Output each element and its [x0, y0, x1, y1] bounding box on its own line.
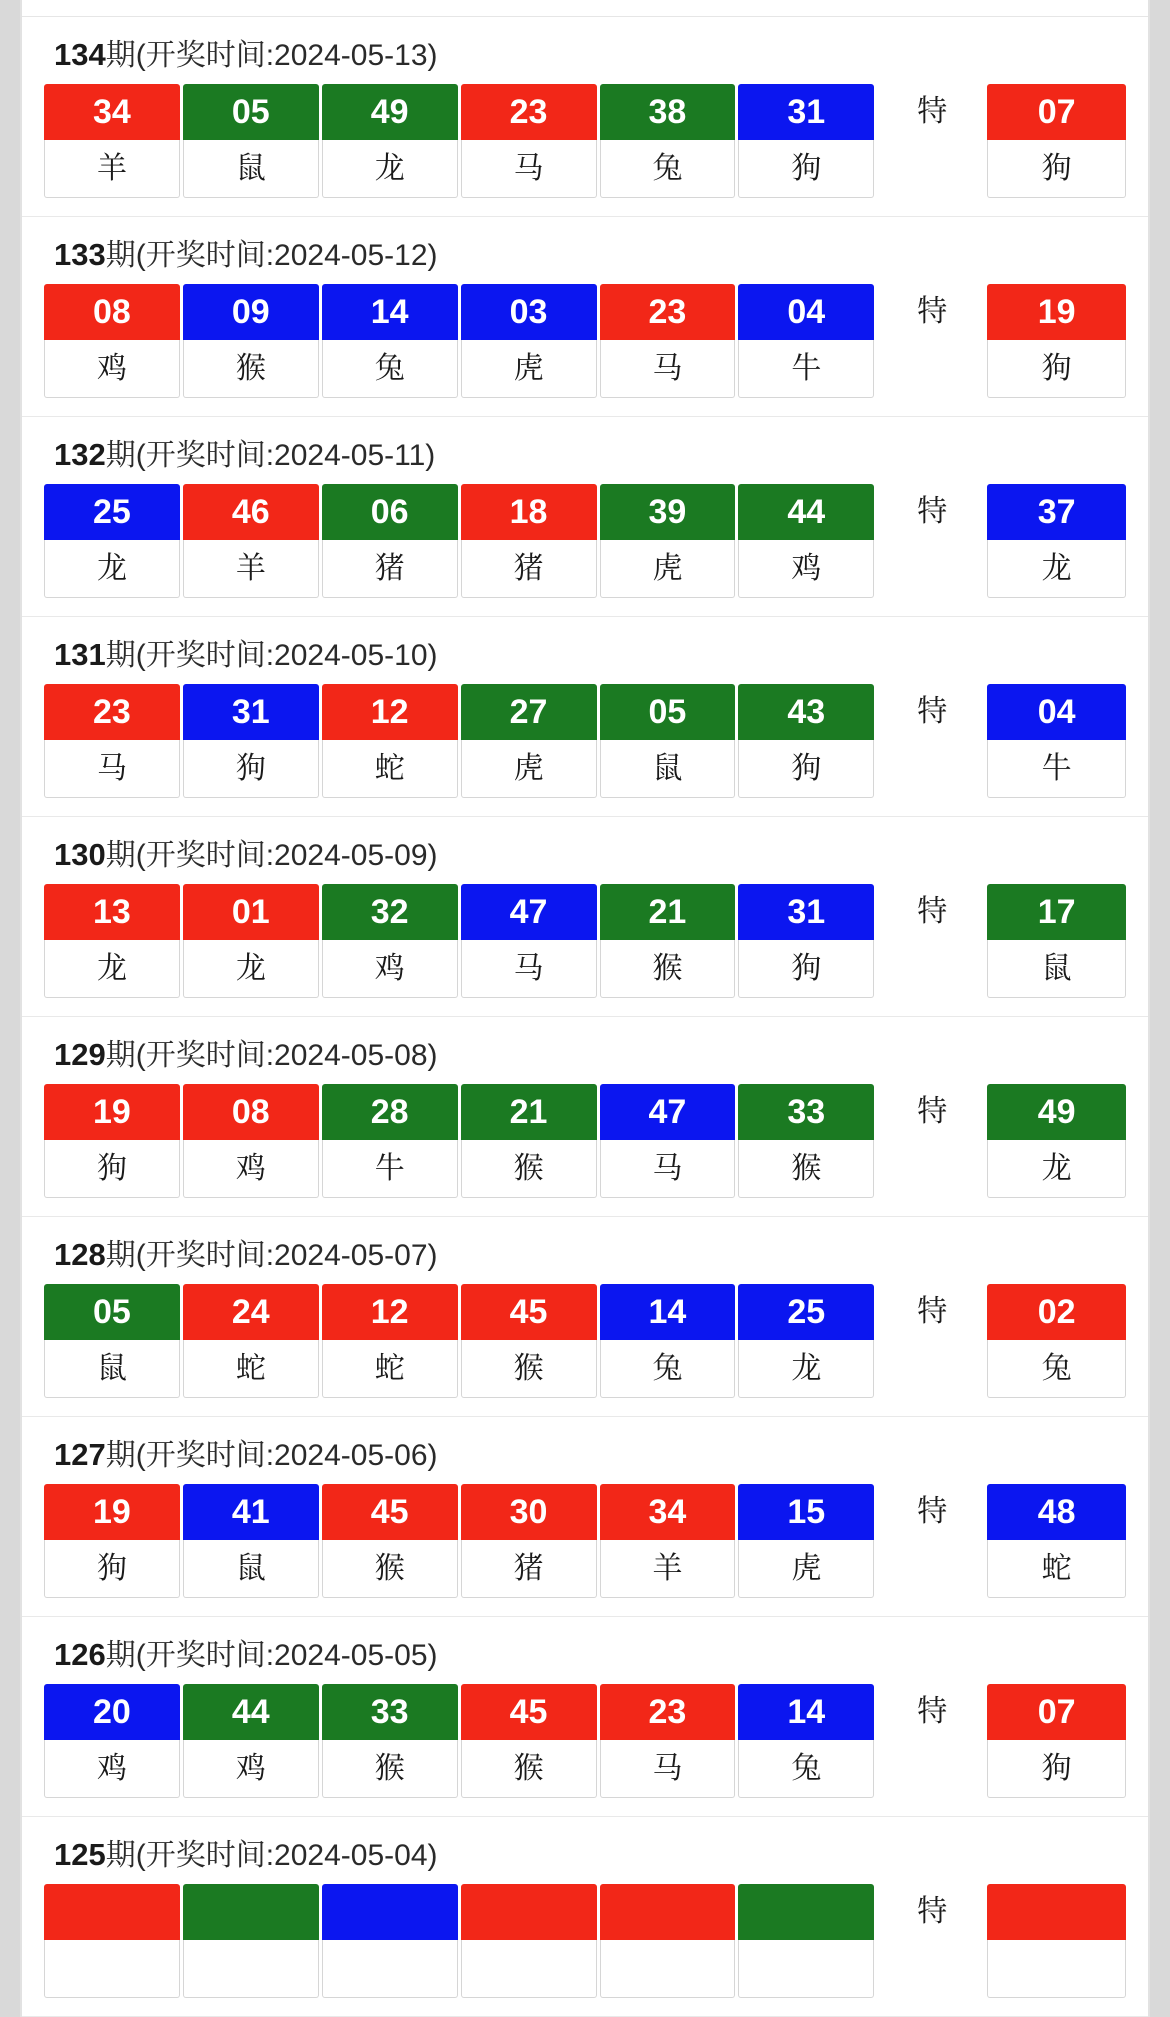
ball-number: 23	[461, 84, 597, 140]
ball-cell	[322, 484, 461, 598]
ball-cell	[461, 684, 600, 798]
balls-row	[22, 1884, 1148, 2016]
ball-cell	[738, 1284, 877, 1398]
balls-row	[22, 484, 1148, 616]
ball-cell	[738, 1684, 877, 1798]
ball-cell	[600, 1684, 739, 1798]
draw-title	[22, 217, 1148, 284]
ball-cell	[183, 84, 322, 198]
special-ball-label: 特	[917, 295, 948, 328]
ball-zodiac: 龙	[44, 540, 180, 598]
ball-number: 08	[44, 284, 180, 340]
ball-cell	[461, 284, 600, 398]
ball-zodiac: 龙	[322, 140, 458, 198]
ball-cell	[322, 1084, 461, 1198]
special-ball-zodiac: 狗	[987, 340, 1126, 398]
ball-cell	[600, 284, 739, 398]
ball-zodiac: 狗	[183, 740, 319, 798]
special-ball-number: 17	[987, 884, 1126, 940]
ball-cell	[461, 1284, 600, 1398]
ball-zodiac	[183, 1940, 319, 1998]
ball-cell	[738, 1484, 877, 1598]
draw-title	[22, 417, 1148, 484]
ball-number: 05	[44, 1284, 180, 1340]
special-ball-cell	[987, 284, 1126, 398]
ball-cell	[738, 484, 877, 598]
ball-number: 30	[461, 1484, 597, 1540]
draw-block	[22, 217, 1148, 417]
ball-number: 01	[183, 884, 319, 940]
ball-cell	[322, 684, 461, 798]
ball-cell	[738, 884, 877, 998]
ball-cell	[322, 1684, 461, 1798]
balls-row	[22, 1284, 1148, 1416]
ball-zodiac	[600, 1940, 736, 1998]
special-ball-zodiac: 狗	[987, 140, 1126, 198]
ball-number: 19	[44, 1484, 180, 1540]
draw-date-text: 期(开奖时间:2024-05-09)	[105, 839, 438, 872]
ball-number: 45	[461, 1684, 597, 1740]
ball-number: 23	[600, 1684, 736, 1740]
ball-number: 34	[600, 1484, 736, 1540]
special-ball-cell	[987, 84, 1126, 198]
ball-number: 25	[738, 1284, 874, 1340]
ball-number: 12	[322, 684, 458, 740]
ball-number: 31	[738, 84, 874, 140]
special-ball-cell	[987, 1684, 1126, 1798]
special-ball-zodiac	[987, 1940, 1126, 1998]
ball-zodiac: 鸡	[183, 1140, 319, 1198]
ball-zodiac: 虎	[461, 340, 597, 398]
ball-cell	[600, 484, 739, 598]
ball-zodiac: 蛇	[183, 1340, 319, 1398]
draw-title	[22, 1817, 1148, 1884]
draw-block	[22, 1217, 1148, 1417]
ball-zodiac: 虎	[461, 740, 597, 798]
ball-cell	[600, 1284, 739, 1398]
ball-number: 38	[600, 84, 736, 140]
draw-title	[22, 817, 1148, 884]
ball-number: 09	[183, 284, 319, 340]
ball-number: 04	[738, 284, 874, 340]
ball-zodiac: 蛇	[322, 1340, 458, 1398]
ball-number: 20	[44, 1684, 180, 1740]
special-ball-label: 特	[917, 695, 948, 728]
special-ball-number: 49	[987, 1084, 1126, 1140]
ball-number: 08	[183, 1084, 319, 1140]
ball-zodiac	[461, 1940, 597, 1998]
special-ball-cell	[987, 684, 1126, 798]
ball-zodiac: 兔	[322, 340, 458, 398]
draw-title	[22, 1017, 1148, 1084]
ball-cell	[322, 884, 461, 998]
special-ball-cell	[987, 484, 1126, 598]
special-ball-number	[987, 1884, 1126, 1940]
ball-number: 46	[183, 484, 319, 540]
ball-zodiac: 鼠	[183, 1540, 319, 1598]
ball-cell	[183, 1084, 322, 1198]
ball-number	[322, 1884, 458, 1940]
ball-zodiac: 马	[600, 340, 736, 398]
ball-number	[183, 1884, 319, 1940]
ball-cell	[738, 284, 877, 398]
ball-cell	[183, 284, 322, 398]
special-ball-number: 07	[987, 84, 1126, 140]
ball-zodiac	[738, 1940, 874, 1998]
ball-zodiac: 马	[461, 940, 597, 998]
ball-number: 23	[44, 684, 180, 740]
special-ball-label: 特	[917, 495, 948, 528]
ball-number: 39	[600, 484, 736, 540]
draw-block	[22, 1017, 1148, 1217]
ball-number: 34	[44, 84, 180, 140]
special-ball-number: 07	[987, 1684, 1126, 1740]
ball-zodiac: 羊	[44, 140, 180, 198]
ball-cell	[738, 684, 877, 798]
ball-zodiac: 猴	[461, 1340, 597, 1398]
ball-zodiac: 狗	[738, 940, 874, 998]
ball-cell	[44, 684, 183, 798]
special-ball-zodiac: 鼠	[987, 940, 1126, 998]
ball-zodiac: 鸡	[322, 940, 458, 998]
ball-number: 21	[600, 884, 736, 940]
draw-block	[22, 417, 1148, 617]
ball-zodiac: 马	[600, 1740, 736, 1798]
ball-number: 14	[322, 284, 458, 340]
draw-date-text: 期(开奖时间:2024-05-04)	[105, 1839, 438, 1872]
ball-cell	[44, 1284, 183, 1398]
draw-issue-number: 126	[54, 1637, 106, 1672]
ball-number: 33	[738, 1084, 874, 1140]
ball-cell	[44, 284, 183, 398]
draw-date-text: 期(开奖时间:2024-05-11)	[105, 439, 436, 472]
ball-number	[738, 1884, 874, 1940]
special-ball-label: 特	[917, 95, 948, 128]
ball-cell	[183, 484, 322, 598]
ball-zodiac: 龙	[183, 940, 319, 998]
ball-zodiac: 牛	[738, 340, 874, 398]
draw-issue-number: 125	[54, 1837, 106, 1872]
ball-zodiac: 马	[461, 140, 597, 198]
ball-number: 05	[183, 84, 319, 140]
ball-zodiac: 猪	[461, 1540, 597, 1598]
ball-cell	[44, 1084, 183, 1198]
ball-cell	[183, 684, 322, 798]
ball-number: 49	[322, 84, 458, 140]
special-ball-label: 特	[917, 895, 948, 928]
draw-block	[22, 1417, 1148, 1617]
ball-number: 03	[461, 284, 597, 340]
ball-zodiac: 龙	[738, 1340, 874, 1398]
ball-zodiac: 鸡	[183, 1740, 319, 1798]
draw-date-text: 期(开奖时间:2024-05-13)	[105, 39, 438, 72]
ball-cell	[461, 884, 600, 998]
draw-issue-number: 131	[54, 637, 106, 672]
special-ball-label: 特	[917, 1495, 948, 1528]
ball-number: 18	[461, 484, 597, 540]
ball-cell	[322, 284, 461, 398]
ball-zodiac	[322, 1940, 458, 1998]
ball-number: 47	[600, 1084, 736, 1140]
ball-zodiac: 鼠	[183, 140, 319, 198]
ball-zodiac: 鸡	[738, 540, 874, 598]
ball-number: 23	[600, 284, 736, 340]
balls-row	[22, 1484, 1148, 1616]
ball-cell	[461, 1084, 600, 1198]
ball-number	[461, 1884, 597, 1940]
balls-row	[22, 684, 1148, 816]
draw-issue-number: 127	[54, 1437, 106, 1472]
ball-zodiac: 狗	[738, 140, 874, 198]
balls-row	[22, 1084, 1148, 1216]
draw-issue-number: 129	[54, 1037, 106, 1072]
ball-zodiac: 蛇	[322, 740, 458, 798]
ball-number: 44	[183, 1684, 319, 1740]
special-ball-number: 02	[987, 1284, 1126, 1340]
ball-cell	[183, 1484, 322, 1598]
ball-zodiac: 羊	[183, 540, 319, 598]
ball-cell	[44, 1684, 183, 1798]
ball-zodiac: 狗	[738, 740, 874, 798]
ball-cell	[461, 1684, 600, 1798]
ball-cell	[44, 84, 183, 198]
draw-issue-number: 128	[54, 1237, 106, 1272]
draw-date-text: 期(开奖时间:2024-05-10)	[105, 639, 438, 672]
ball-zodiac: 兔	[738, 1740, 874, 1798]
ball-zodiac: 兔	[600, 140, 736, 198]
ball-zodiac: 猴	[738, 1140, 874, 1198]
ball-number: 19	[44, 1084, 180, 1140]
ball-zodiac: 鼠	[600, 740, 736, 798]
special-ball-cell	[987, 1284, 1126, 1398]
ball-cell	[183, 1884, 322, 1998]
draw-issue-number: 130	[54, 837, 106, 872]
ball-zodiac: 狗	[44, 1540, 180, 1598]
special-ball-number: 37	[987, 484, 1126, 540]
special-ball-cell	[987, 1084, 1126, 1198]
ball-zodiac: 虎	[738, 1540, 874, 1598]
draw-block	[22, 617, 1148, 817]
special-ball-zodiac: 牛	[987, 740, 1126, 798]
ball-zodiac: 狗	[44, 1140, 180, 1198]
balls-row	[22, 1684, 1148, 1816]
ball-number: 31	[738, 884, 874, 940]
ball-cell	[738, 1084, 877, 1198]
ball-number: 14	[600, 1284, 736, 1340]
ball-cell	[44, 1484, 183, 1598]
draw-date-text: 期(开奖时间:2024-05-12)	[105, 239, 438, 272]
ball-number: 31	[183, 684, 319, 740]
draw-issue-number: 132	[54, 437, 106, 472]
ball-cell	[183, 1284, 322, 1398]
special-ball-number: 19	[987, 284, 1126, 340]
special-ball-cell	[987, 884, 1126, 998]
ball-cell	[322, 1884, 461, 1998]
ball-zodiac: 羊	[600, 1540, 736, 1598]
special-ball-zodiac: 蛇	[987, 1540, 1126, 1598]
ball-number: 45	[322, 1484, 458, 1540]
balls-row	[22, 284, 1148, 416]
special-ball-number: 04	[987, 684, 1126, 740]
ball-cell	[600, 84, 739, 198]
ball-zodiac	[44, 1940, 180, 1998]
draw-title	[22, 17, 1148, 84]
ball-number	[44, 1884, 180, 1940]
ball-zodiac: 虎	[600, 540, 736, 598]
draw-title	[22, 1217, 1148, 1284]
ball-number	[600, 1884, 736, 1940]
ball-zodiac: 猴	[183, 340, 319, 398]
ball-zodiac: 马	[600, 1140, 736, 1198]
draw-date-text: 期(开奖时间:2024-05-06)	[105, 1439, 438, 1472]
draw-issue-number: 134	[54, 37, 106, 72]
ball-number: 05	[600, 684, 736, 740]
ball-zodiac: 鸡	[44, 340, 180, 398]
special-ball-number: 48	[987, 1484, 1126, 1540]
draw-date-text: 期(开奖时间:2024-05-07)	[105, 1239, 438, 1272]
draw-block	[22, 1817, 1148, 2017]
ball-cell	[461, 84, 600, 198]
ball-zodiac: 牛	[322, 1140, 458, 1198]
ball-cell	[183, 884, 322, 998]
ball-cell	[600, 1084, 739, 1198]
ball-cell	[322, 1284, 461, 1398]
special-ball-label: 特	[917, 1295, 948, 1328]
special-ball-label: 特	[917, 1895, 948, 1928]
ball-cell	[738, 84, 877, 198]
ball-cell	[461, 1884, 600, 1998]
ball-number: 28	[322, 1084, 458, 1140]
ball-number: 32	[322, 884, 458, 940]
lottery-results-sheet	[20, 0, 1150, 2017]
ball-cell	[44, 884, 183, 998]
draw-title	[22, 1617, 1148, 1684]
ball-number: 45	[461, 1284, 597, 1340]
ball-zodiac: 猴	[600, 940, 736, 998]
ball-number: 25	[44, 484, 180, 540]
ball-zodiac: 马	[44, 740, 180, 798]
balls-row	[22, 884, 1148, 1016]
special-ball-zodiac: 狗	[987, 1740, 1126, 1798]
ball-zodiac: 猪	[322, 540, 458, 598]
ball-cell	[44, 1884, 183, 1998]
ball-cell	[461, 1484, 600, 1598]
ball-number: 15	[738, 1484, 874, 1540]
ball-cell	[600, 1484, 739, 1598]
draw-title	[22, 617, 1148, 684]
special-ball-zodiac: 兔	[987, 1340, 1126, 1398]
ball-number: 43	[738, 684, 874, 740]
ball-number: 44	[738, 484, 874, 540]
ball-cell	[600, 684, 739, 798]
ball-number: 27	[461, 684, 597, 740]
ball-cell	[738, 1884, 877, 1998]
ball-cell	[600, 884, 739, 998]
top-strip	[22, 0, 1148, 17]
ball-number: 41	[183, 1484, 319, 1540]
ball-zodiac: 猴	[461, 1140, 597, 1198]
draw-title	[22, 1417, 1148, 1484]
ball-cell	[44, 484, 183, 598]
special-ball-cell	[987, 1484, 1126, 1598]
ball-zodiac: 鸡	[44, 1740, 180, 1798]
ball-cell	[600, 1884, 739, 1998]
ball-number: 33	[322, 1684, 458, 1740]
special-ball-zodiac: 龙	[987, 540, 1126, 598]
ball-cell	[322, 1484, 461, 1598]
special-ball-zodiac: 龙	[987, 1140, 1126, 1198]
ball-zodiac: 兔	[600, 1340, 736, 1398]
ball-number: 21	[461, 1084, 597, 1140]
ball-number: 13	[44, 884, 180, 940]
balls-row	[22, 84, 1148, 216]
ball-cell	[461, 484, 600, 598]
ball-number: 14	[738, 1684, 874, 1740]
draw-block	[22, 17, 1148, 217]
ball-zodiac: 龙	[44, 940, 180, 998]
ball-number: 24	[183, 1284, 319, 1340]
draw-date-text: 期(开奖时间:2024-05-05)	[105, 1639, 438, 1672]
draw-block	[22, 1617, 1148, 1817]
special-ball-label: 特	[917, 1095, 948, 1128]
ball-cell	[322, 84, 461, 198]
ball-number: 12	[322, 1284, 458, 1340]
ball-number: 47	[461, 884, 597, 940]
ball-zodiac: 猪	[461, 540, 597, 598]
draw-issue-number: 133	[54, 237, 106, 272]
draw-block	[22, 817, 1148, 1017]
ball-zodiac: 鼠	[44, 1340, 180, 1398]
draw-list	[22, 17, 1148, 2017]
ball-zodiac: 猴	[322, 1540, 458, 1598]
draw-date-text: 期(开奖时间:2024-05-08)	[105, 1039, 438, 1072]
ball-number: 06	[322, 484, 458, 540]
ball-cell	[183, 1684, 322, 1798]
ball-zodiac: 猴	[322, 1740, 458, 1798]
special-ball-label: 特	[917, 1695, 948, 1728]
ball-zodiac: 猴	[461, 1740, 597, 1798]
special-ball-cell	[987, 1884, 1126, 1998]
